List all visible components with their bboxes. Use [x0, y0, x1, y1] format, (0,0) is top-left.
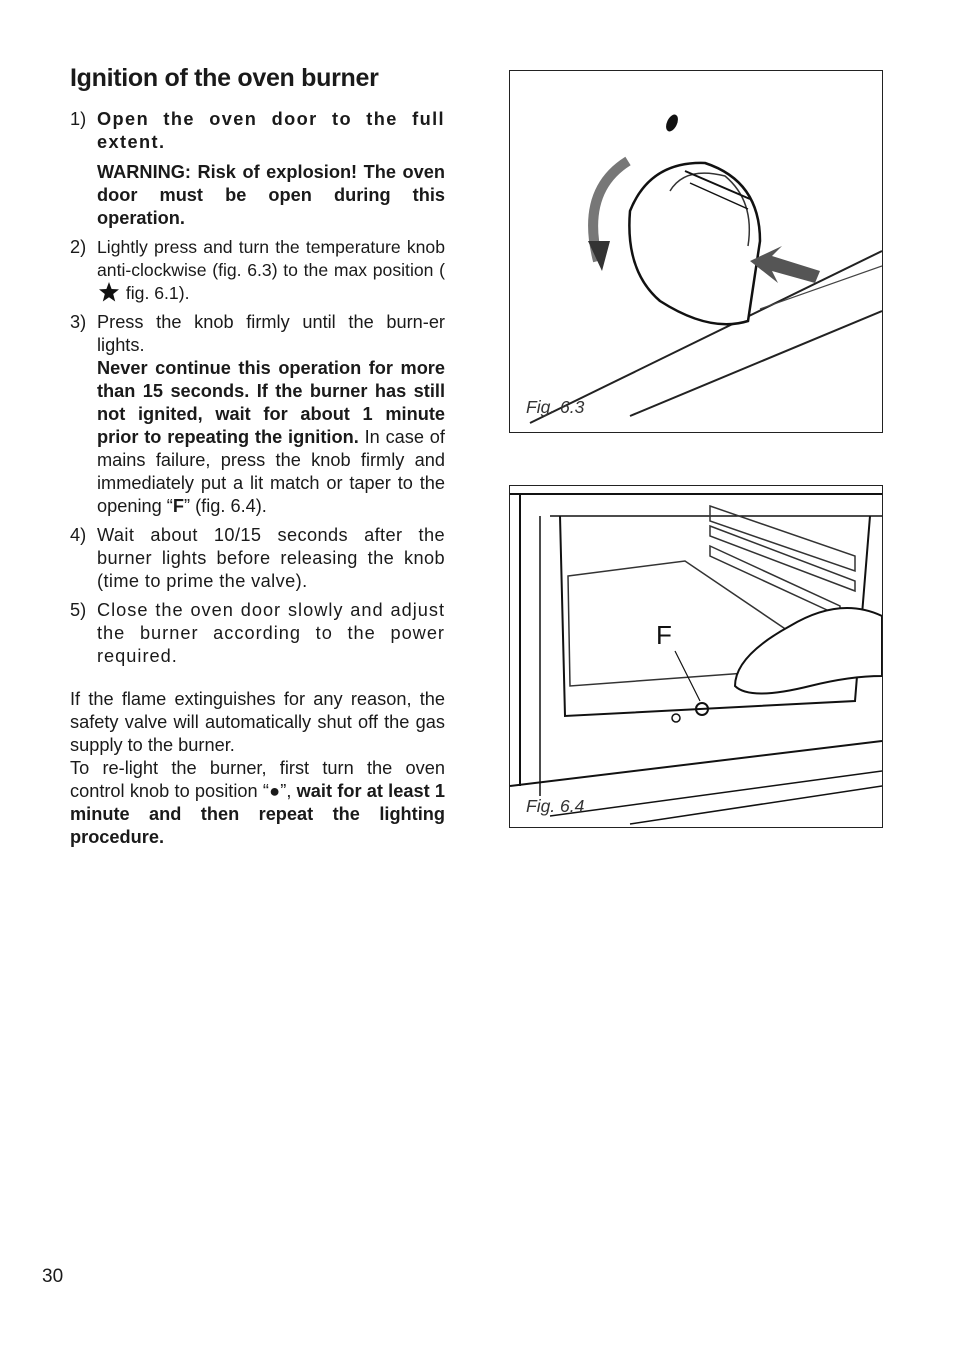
opening-label: F: [656, 620, 672, 650]
step-number: 4): [70, 525, 87, 545]
step-1: [70, 108, 445, 230]
step-number: 5): [70, 600, 87, 620]
page-title: Ignition of the oven burner: [70, 64, 379, 92]
step-3-tail-bold: F: [172, 496, 184, 516]
step-5-text: Close the oven door slowly and adjust the burner according to the power required.: [97, 600, 445, 666]
step-1-warning: WARNING: Risk of explosion! The oven door must be open during this operation.: [97, 162, 445, 228]
oven-illustration: [510, 486, 882, 827]
page-number: 30: [42, 1266, 64, 1287]
instructions-column: [70, 108, 445, 849]
paragraph-relight-bold: wait for at least 1 minute and then repeat the lighting procedure.: [70, 781, 445, 847]
knob-illustration: [510, 71, 882, 432]
step-2-text: Lightly press and turn the temperature knob anti-clockwise (fig. 6.3) to the max position (: [97, 237, 445, 280]
figure-6-3: [509, 70, 883, 433]
paragraph-relight: [70, 757, 445, 849]
step-3-tail-after: ” (fig. 6.4).: [183, 496, 267, 516]
step-5: [70, 599, 445, 668]
step-3: [70, 311, 445, 518]
paragraph-flame: If the flame extinguishes for any reason, the safety valve will automatically shut off the gas supply to the burner.: [70, 689, 445, 755]
step-3-bold: Never continue this operation for more than 15 seconds. If the burner has still not ignited, wait for about 1 minute prior to repeating the ignition.: [97, 358, 445, 447]
step-1-lead: Open the oven door to the full extent.: [97, 109, 445, 152]
step-2-text-after: fig. 6.1).: [121, 283, 190, 303]
step-3-tail: In case of mains failure, press the knob firmly and immediately put a lit match or taper to the opening “: [97, 427, 445, 516]
step-4: [70, 524, 445, 593]
star-icon: [99, 282, 119, 302]
figure-6-4: [509, 485, 883, 828]
step-2: [70, 236, 445, 305]
step-4-text: Wait about 10/15 seconds after the burner lights before releasing the knob (time to prime the valve).: [97, 525, 445, 591]
step-number: 3): [70, 312, 87, 332]
step-3-text: Press the knob firmly until the burn-er lights.: [97, 312, 445, 355]
step-number: 1): [70, 109, 87, 129]
figure-caption: Fig. 6.4: [526, 796, 585, 816]
step-number: 2): [70, 237, 87, 257]
paragraph-relight-text: To re-light the burner, first turn the oven control knob to position “●”,: [70, 758, 445, 801]
figure-caption: Fig. 6.3: [526, 397, 585, 417]
